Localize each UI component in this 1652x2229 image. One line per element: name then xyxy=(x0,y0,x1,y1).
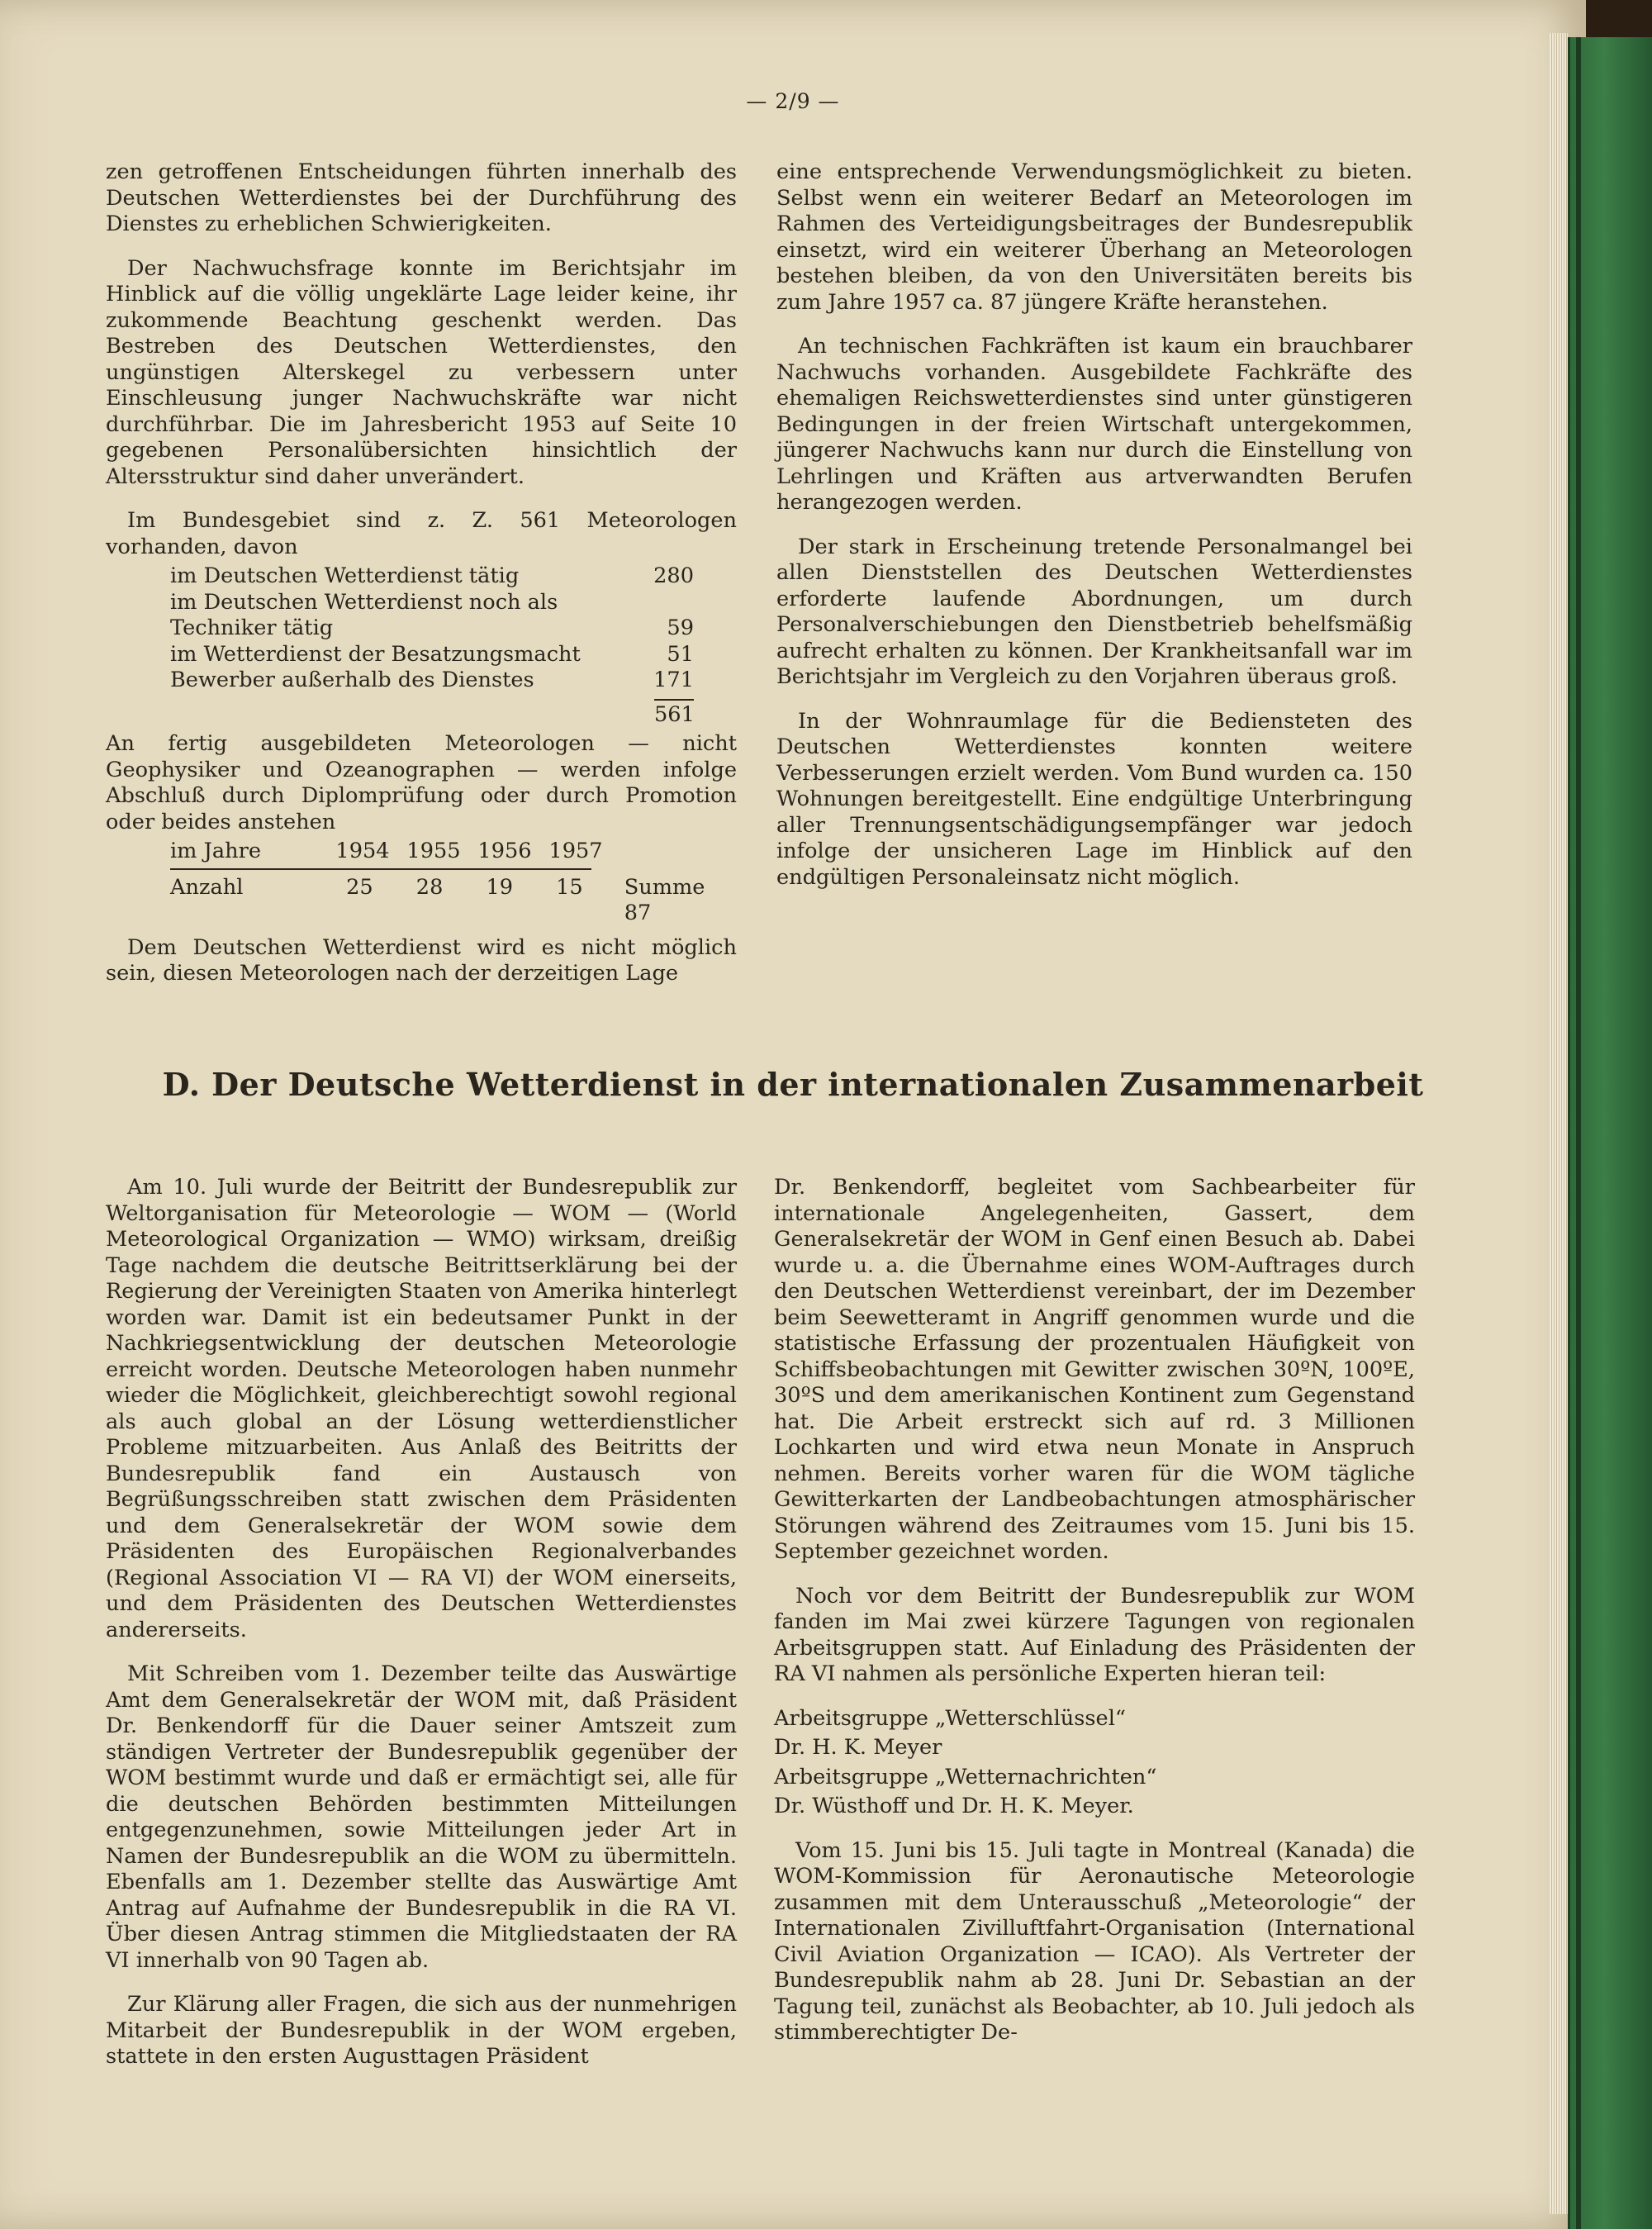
paragraph: Vom 15. Juni bis 15. Juli tagte in Montreal (Kanada) die WOM-Kommission für Aeronautische Meteorologie zusammen mit dem Unterausschuß „Meteorologie“ der Internationalen Zivilluftfahrt-Organisation (International Civil Aviation Organization — ICAO). Als Vertreter der Bundesrepublik nahm ab 28. Juni Dr. Sebastian an der Tagung teil, zunächst als Beobachter, ab 10. Juli jedoch als stimmberechtigter De- xyxy=(774,1837,1415,2045)
paragraph: Zur Klärung aller Fragen, die sich aus der nunmehrigen Mitarbeit der Bundesrepublik in der WOM ergeben, stattete in den ersten Augusttagen Präsident xyxy=(106,1992,737,2069)
section-heading: D. Der Deutsche Wetterdienst in der internationalen Zusammenarbeit xyxy=(162,1066,1424,1103)
column-bottom-left xyxy=(106,1175,737,2089)
paragraph: An technischen Fachkräften ist kaum ein brauchbarer Nachwuchs vorhanden. Ausgebildete Fachkräfte des ehemaligen Reichswetterdienstes sind unter günstigeren Bedingungen in der freien Wirtschaft untergekommen, jüngerer Nachwuchs kann nur durch die Einstellung von Lehrlingen und Kräften aus artverwandten Berufen herangezogen werden. xyxy=(776,334,1412,515)
staff-row: im Deutschen Wetterdienst tätig 280 xyxy=(170,563,694,588)
list-item: Dr. H. K. Meyer xyxy=(774,1735,942,1760)
year-row: im Jahre 1954 1955 1956 1957 xyxy=(170,839,603,863)
paragraph: An fertig ausgebildeten Meteorologen — nicht Geophysiker und Ozeanographen — werden infolge Abschluß durch Diplomprüfung oder durch Promotion oder beides anstehen xyxy=(106,731,737,834)
paragraph: Am 10. Juli wurde der Beitritt der Bundesrepublik zur Weltorganisation für Meteorologie — WOM — (World Meteorological Organization — WMO) wirksam, dreißig Tage nachdem die deutsche Beitrittserklärung bei der Regierung der Vereinigten Staaten von Amerika hinterlegt worden war. Damit ist ein bedeutsamer Punkt in der Nachkriegsentwicklung der deutschen Meteorologie erreicht worden. Deutsche Meteorologen haben nunmehr wieder die Möglichkeit, gleichberechtigt sowohl regional als auch global an der Lösung wetterdienstlicher Probleme mitzuarbeiten. Aus Anlaß des Beitritts der Bundesrepublik fand ein Austausch von Begrüßungsschreiben statt zwischen dem Präsidenten und dem Generalsekretär der WOM sowie dem Präsidenten des Europäischen Regionalverbandes (Regional Association VI — RA VI) der WOM einerseits, und dem Präsidenten des Deutschen Wetterdienstes andererseits. xyxy=(106,1175,737,1642)
staff-row: Techniker tätig 59 xyxy=(170,615,694,640)
paragraph: Der Nachwuchsfrage konnte im Berichtsjahr im Hinblick auf die völlig ungeklärte Lage leider keine, ihr zukommende Beachtung geschenkt werden. Das Bestreben des Deutschen Wetterdienstes, den ungünstigen Alterskegel zu verbessern unter Einschleusung junger Nachwuchskräfte war nicht durchführbar. Die im Jahresbericht 1953 auf Seite 10 gegebenen Personalübersichten hinsichtlich der Altersstruktur sind daher unverändert. xyxy=(106,255,737,489)
paragraph: Dem Deutschen Wetterdienst wird es nicht möglich sein, diesen Meteorologen nach der derzeitigen Lage xyxy=(106,934,737,986)
paragraph: Im Bundesgebiet sind z. Z. 561 Meteorologen vorhanden, davon xyxy=(106,508,737,559)
column-top-right xyxy=(776,159,1412,909)
paragraph: Noch vor dem Beitritt der Bundesrepublik zur WOM fanden im Mai zwei kürzere Tagungen von regionalen Arbeitsgruppen statt. Auf Einladung des Präsidenten der RA VI nahmen als persönliche Experten hieran teil: xyxy=(774,1583,1415,1686)
page-edges xyxy=(1550,33,1568,2214)
paragraph: zen getroffenen Entscheidungen führten innerhalb des Deutschen Wetterdienstes bei der Durchführung des Dienstes zu erheblichen Schwierigkeiten. xyxy=(106,159,737,236)
page-number: — 2/9 — xyxy=(746,89,840,113)
paragraph: Mit Schreiben vom 1. Dezember teilte das Auswärtige Amt dem Generalsekretär der WOM mit, daß Präsident Dr. Benkendorff für die Dauer seiner Amtszeit zum ständigen Vertreter der Bundesrepublik gegenüber der WOM bestimmt wurde und daß er ermächtigt sei, alle für die deutschen Behörden bestimmten Mitteilungen entgegenzunehmen, sowie Mitteilungen jeder Art in Namen der Bundesrepublik an die WOM zu übermitteln. Ebenfalls am 1. Dezember stellte das Auswärtige Amt Antrag auf Aufnahme der Bundesrepublik in die RA VI. Über diesen Antrag stimmen die Mitgliedstaaten der RA VI innerhalb von 90 Tagen ab. xyxy=(106,1661,737,1973)
list-item: Arbeitsgruppe „Wetterschlüssel“ xyxy=(774,1705,1126,1731)
expert-list xyxy=(774,1706,1415,1820)
table-rule xyxy=(170,868,591,870)
list-item: Dr. Wüsthoff und Dr. H. K. Meyer. xyxy=(774,1794,1134,1818)
staff-row: im Deutschen Wetterdienst noch als xyxy=(170,589,558,615)
paragraph: eine entsprechende Verwendungsmöglichkeit zu bieten. Selbst wenn ein weiterer Bedarf an Meteorologen im Rahmen des Verteidigungsbeitrages der Bundesrepublik einsetzt, wird ein weiterer Überhang an Meteorologen bestehen bleiben, da von den Universitäten bereits bis zum Jahre 1957 ca. 87 jüngere Kräfte heranstehen. xyxy=(776,159,1412,315)
paragraph: Der stark in Erscheinung tretende Personalmangel bei allen Dienststellen des Deutschen Wetterdienstes erforderte laufende Abordnungen, um durch Personalverschiebungen den Dienstbetrieb behelfsmäßig aufrecht erhalten zu können. Der Krankheitsanfall war im Berichtsjahr im Vergleich zu den Vorjahren überaus groß. xyxy=(776,534,1412,689)
staff-table xyxy=(170,563,694,728)
staff-row: im Wetterdienst der Besatzungsmacht 51 xyxy=(170,641,694,667)
paragraph: Dr. Benkendorff, begleitet vom Sachbearbeiter für internationale Angelegenheiten, Gassert, dem Generalsekretär der WOM in Genf einen Besuch ab. Dabei wurde u. a. die Übernahme eines WOM-Auftrages durch den Deutschen Wetterdienst vereinbart, der im Dezember beim Seewetteramt in Angriff genommen wurde und die statistische Erfassung der prozentualen Häufigkeit von Schiffsbeobachtungen mit Gewitter zwischen 30ºN, 100ºE, 30ºS und dem amerikanischen Kontinent zum Gegenstand hat. Die Arbeit erstreckt sich auf rd. 3 Millionen Lochkarten und wird etwa neun Monate in Anspruch nehmen. Bereits vorher waren für die WOM tägliche Gewitterkarten der Landbeobachtungen atmosphärischer Störungen während des Zeitraumes vom 15. Juni bis 15. September gezeichnet worden. xyxy=(774,1175,1415,1564)
binding-shadow xyxy=(1576,37,1581,2229)
paragraph: In der Wohnraumlage für die Bediensteten des Deutschen Wetterdienstes konnten weitere Verbesserungen erzielt werden. Vom Bund wurden ca. 150 Wohnungen bereitgestellt. Eine endgültige Unterbringung aller Trennungsentschädigungsempfänger war jedoch infolge der unsicheren Lage im Hinblick auf den endgültigen Personaleinsatz nicht möglich. xyxy=(776,708,1412,890)
staff-total: 561 xyxy=(654,699,694,729)
list-item: Arbeitsgruppe „Wetternachrichten“ xyxy=(774,1764,1157,1789)
staff-row: Bewerber außerhalb des Dienstes 171 xyxy=(170,668,694,692)
column-bottom-right xyxy=(774,1175,1415,2065)
year-table xyxy=(170,839,737,927)
column-top-left xyxy=(106,159,737,1005)
count-row: Anzahl 25 28 19 15 Summe 87 xyxy=(170,874,705,925)
